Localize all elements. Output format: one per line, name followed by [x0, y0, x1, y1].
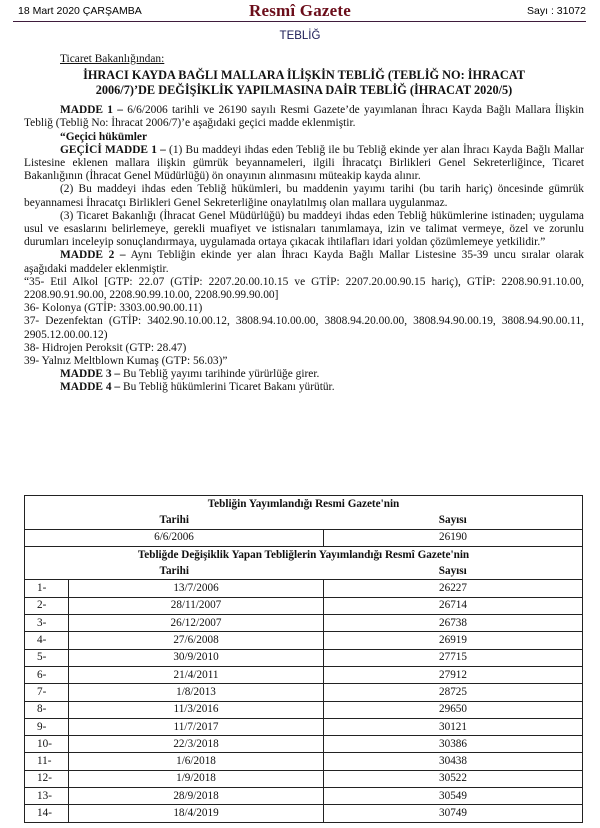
row-number: 26227 [324, 580, 583, 597]
article-1 [24, 104, 584, 130]
row-no: 6- [25, 666, 69, 683]
row-no: 4- [25, 632, 69, 649]
col-number-header: Sayısı [324, 512, 583, 529]
row-date: 28/11/2007 [69, 597, 324, 614]
gazette-title: Resmî Gazete [249, 1, 351, 20]
amend-header-row [25, 546, 583, 563]
row-date: 1/8/2013 [69, 684, 324, 701]
row-number: 30522 [324, 770, 583, 787]
row-number: 27912 [324, 666, 583, 683]
gazette-history-table [24, 495, 583, 823]
row-number: 26919 [324, 632, 583, 649]
row-no: 14- [25, 805, 69, 822]
article-4: MADDE 4 – Bu Tebliğ hükümlerini Ticaret Bakanı yürütür. [60, 381, 335, 394]
row-date: 28/9/2018 [69, 788, 324, 805]
table-row [25, 580, 583, 597]
row-number: 30749 [324, 805, 583, 822]
section-title: TEBLİĞ [279, 30, 321, 42]
row-date: 27/6/2008 [69, 632, 324, 649]
row-no: 7- [25, 684, 69, 701]
row-no: 12- [25, 770, 69, 787]
row-no: 3- [25, 615, 69, 632]
table-row [25, 701, 583, 718]
row-date: 26/12/2007 [69, 615, 324, 632]
row-no: 9- [25, 718, 69, 735]
table-row [25, 597, 583, 614]
table-row [25, 736, 583, 753]
original-date: 6/6/2006 [25, 529, 324, 546]
table-row [25, 615, 583, 632]
article-1-label: MADDE 1 – [60, 104, 123, 117]
row-date: 1/9/2018 [69, 770, 324, 787]
provisional-article-1-label: GEÇİCİ MADDE 1 – [60, 143, 166, 156]
table-row [25, 666, 583, 683]
table-row [25, 753, 583, 770]
row-number: 30121 [324, 718, 583, 735]
row-no: 1- [25, 580, 69, 597]
original-row [25, 529, 583, 546]
row-date: 1/6/2018 [69, 753, 324, 770]
list-item: 37- Dezenfektan (GTİP: 3402.90.10.00.12, 3808.94.10.00.00, 3808.94.20.00.00, 3808.94.90.00.19, 3808.94.90.00.11, 2905.12.00.00.12) [24, 315, 584, 341]
title-line-1: İHRACI KAYDA BAĞLI MALLARA İLİŞKİN TEBLİĞ (TEBLİĞ NO: İHRACAT [83, 68, 525, 83]
col-number-header: Sayısı [324, 563, 583, 580]
original-number: 26190 [324, 529, 583, 546]
col-date-header: Tarihi [25, 512, 324, 529]
article-3: MADDE 3 – Bu Tebliğ yayımı tarihinde yürürlüğe girer. [60, 368, 320, 381]
list-item: 38- Hidrojen Peroksit (GTP: 28.47) [24, 341, 187, 354]
original-header-row [25, 496, 583, 513]
article-1-text: 6/6/2006 tarihli ve 26190 sayılı Resmi Gazete’de yayımlanan İhracı Kayda Bağlı Mallara İlişkin Tebliğ (Tebliğ No: İhracat 2006/7)’e aşağıdaki geçici madde eklenmiştir. [24, 104, 584, 130]
row-date: 30/9/2010 [69, 649, 324, 666]
article-2-label: MADDE 2 – [60, 249, 126, 262]
gazette-header [0, 0, 600, 24]
list-item: “35- Etil Alkol [GTP: 22.07 (GTİP: 2207.20.00.10.15 ve GTİP: 2207.20.00.90.15 hariç), GTİP: 2208.90.91.10.00, 2208.90.91.90.00, 2208.90.99.10.00, 2208.90.99.90.00] [24, 275, 584, 302]
provisional-article-1-para-2: (2) Bu maddeyi ihdas eden Tebliğ hükümleri, bu maddenin yayımı tarihi (bu tarih hariç) öncesinde gümrük beyannamesi İhracatçı Birlikleri Genel Sekreterliğine onaylatılmış olan mallara uygulanmaz. [24, 183, 584, 209]
row-number: 30549 [324, 788, 583, 805]
document-title [24, 68, 584, 98]
row-date: 11/7/2017 [69, 718, 324, 735]
original-columns-row [25, 512, 583, 529]
original-header: Tebliğin Yayımlandığı Resmi Gazete'nin [25, 496, 583, 513]
table-row [25, 788, 583, 805]
row-date: 11/3/2016 [69, 701, 324, 718]
row-number: 30386 [324, 736, 583, 753]
article-3-label: MADDE 3 – [60, 368, 121, 381]
row-no: 10- [25, 736, 69, 753]
row-no: 11- [25, 753, 69, 770]
row-no: 5- [25, 649, 69, 666]
row-no: 2- [25, 597, 69, 614]
table-row [25, 649, 583, 666]
row-number: 27715 [324, 649, 583, 666]
row-no: 8- [25, 701, 69, 718]
col-date-header: Tarihi [25, 563, 324, 580]
article-2: MADDE 2 – Aynı Tebliğin ekinde yer alan İhracı Kayda Bağlı Mallar Listesine 35-39 uncu sıralar olarak aşağıdaki maddeler eklenmiştir. [24, 249, 584, 275]
article-4-label: MADDE 4 – [60, 381, 121, 394]
row-date: 22/3/2018 [69, 736, 324, 753]
row-number: 29650 [324, 701, 583, 718]
issue-number: Sayı : 31072 [527, 5, 586, 17]
table-row [25, 684, 583, 701]
document-body [24, 53, 584, 395]
row-date: 21/4/2011 [69, 666, 324, 683]
table-row [25, 805, 583, 822]
header-divider [13, 21, 586, 22]
issue-date: 18 Mart 2020 ÇARŞAMBA [18, 5, 142, 17]
row-number: 28725 [324, 684, 583, 701]
row-no: 13- [25, 788, 69, 805]
row-number: 30438 [324, 753, 583, 770]
list-item: 36- Kolonya (GTİP: 3303.00.90.00.11) [24, 302, 203, 315]
list-item: 39- Yalnız Meltblown Kumaş (GTP: 56.03)” [24, 355, 228, 368]
row-date: 18/4/2019 [69, 805, 324, 822]
title-line-2: 2006/7)’DE DEĞİŞİKLİK YAPILMASINA DAİR TEBLİĞ (İHRACAT 2020/5) [95, 83, 513, 98]
provisional-heading: “Geçici hükümler [60, 130, 148, 143]
row-number: 26738 [324, 615, 583, 632]
amend-header: Tebliğde Değişiklik Yapan Tebliğlerin Yayımlandığı Resmî Gazete'nin [25, 546, 583, 563]
table-row [25, 632, 583, 649]
table-row [25, 718, 583, 735]
table-row [25, 770, 583, 787]
amend-columns-row [25, 563, 583, 580]
row-number: 26714 [324, 597, 583, 614]
provisional-article-1-para-3: (3) Ticaret Bakanlığı (İhracat Genel Müdürlüğü) bu maddeyi ihdas eden Tebliğ hükümlerine istinaden; uygulama usul ve esaslarını belirlemeye, gerekli muafiyet ve istisnaları tanımlamaya, izin ve talimat vermeye, özel ve zorunlu durumları inceleyip sonuçlandırmaya, uygulamada ortaya çıkacak ihtilafları idari yoldan çözümlemeye yetkilidir.” [24, 209, 584, 249]
row-date: 13/7/2006 [69, 580, 324, 597]
ministry-name: Ticaret Bakanlığından: [60, 53, 165, 65]
provisional-article-1-para-1: GEÇİCİ MADDE 1 – (1) Bu maddeyi ihdas eden Tebliğ ile bu Tebliğ ekinde yer alan İhracı Kayda Bağlı Mallar Listesine eklenen mallara ilişkin gümrük beyannameleri, ilgili İhracatçı Birlikleri Genel Sekreterliğince, Ticaret Bakanlığının (İhracat Genel Müdürlüğü) ön onayının alınmasını müteakip kayda alınır. [24, 143, 584, 183]
